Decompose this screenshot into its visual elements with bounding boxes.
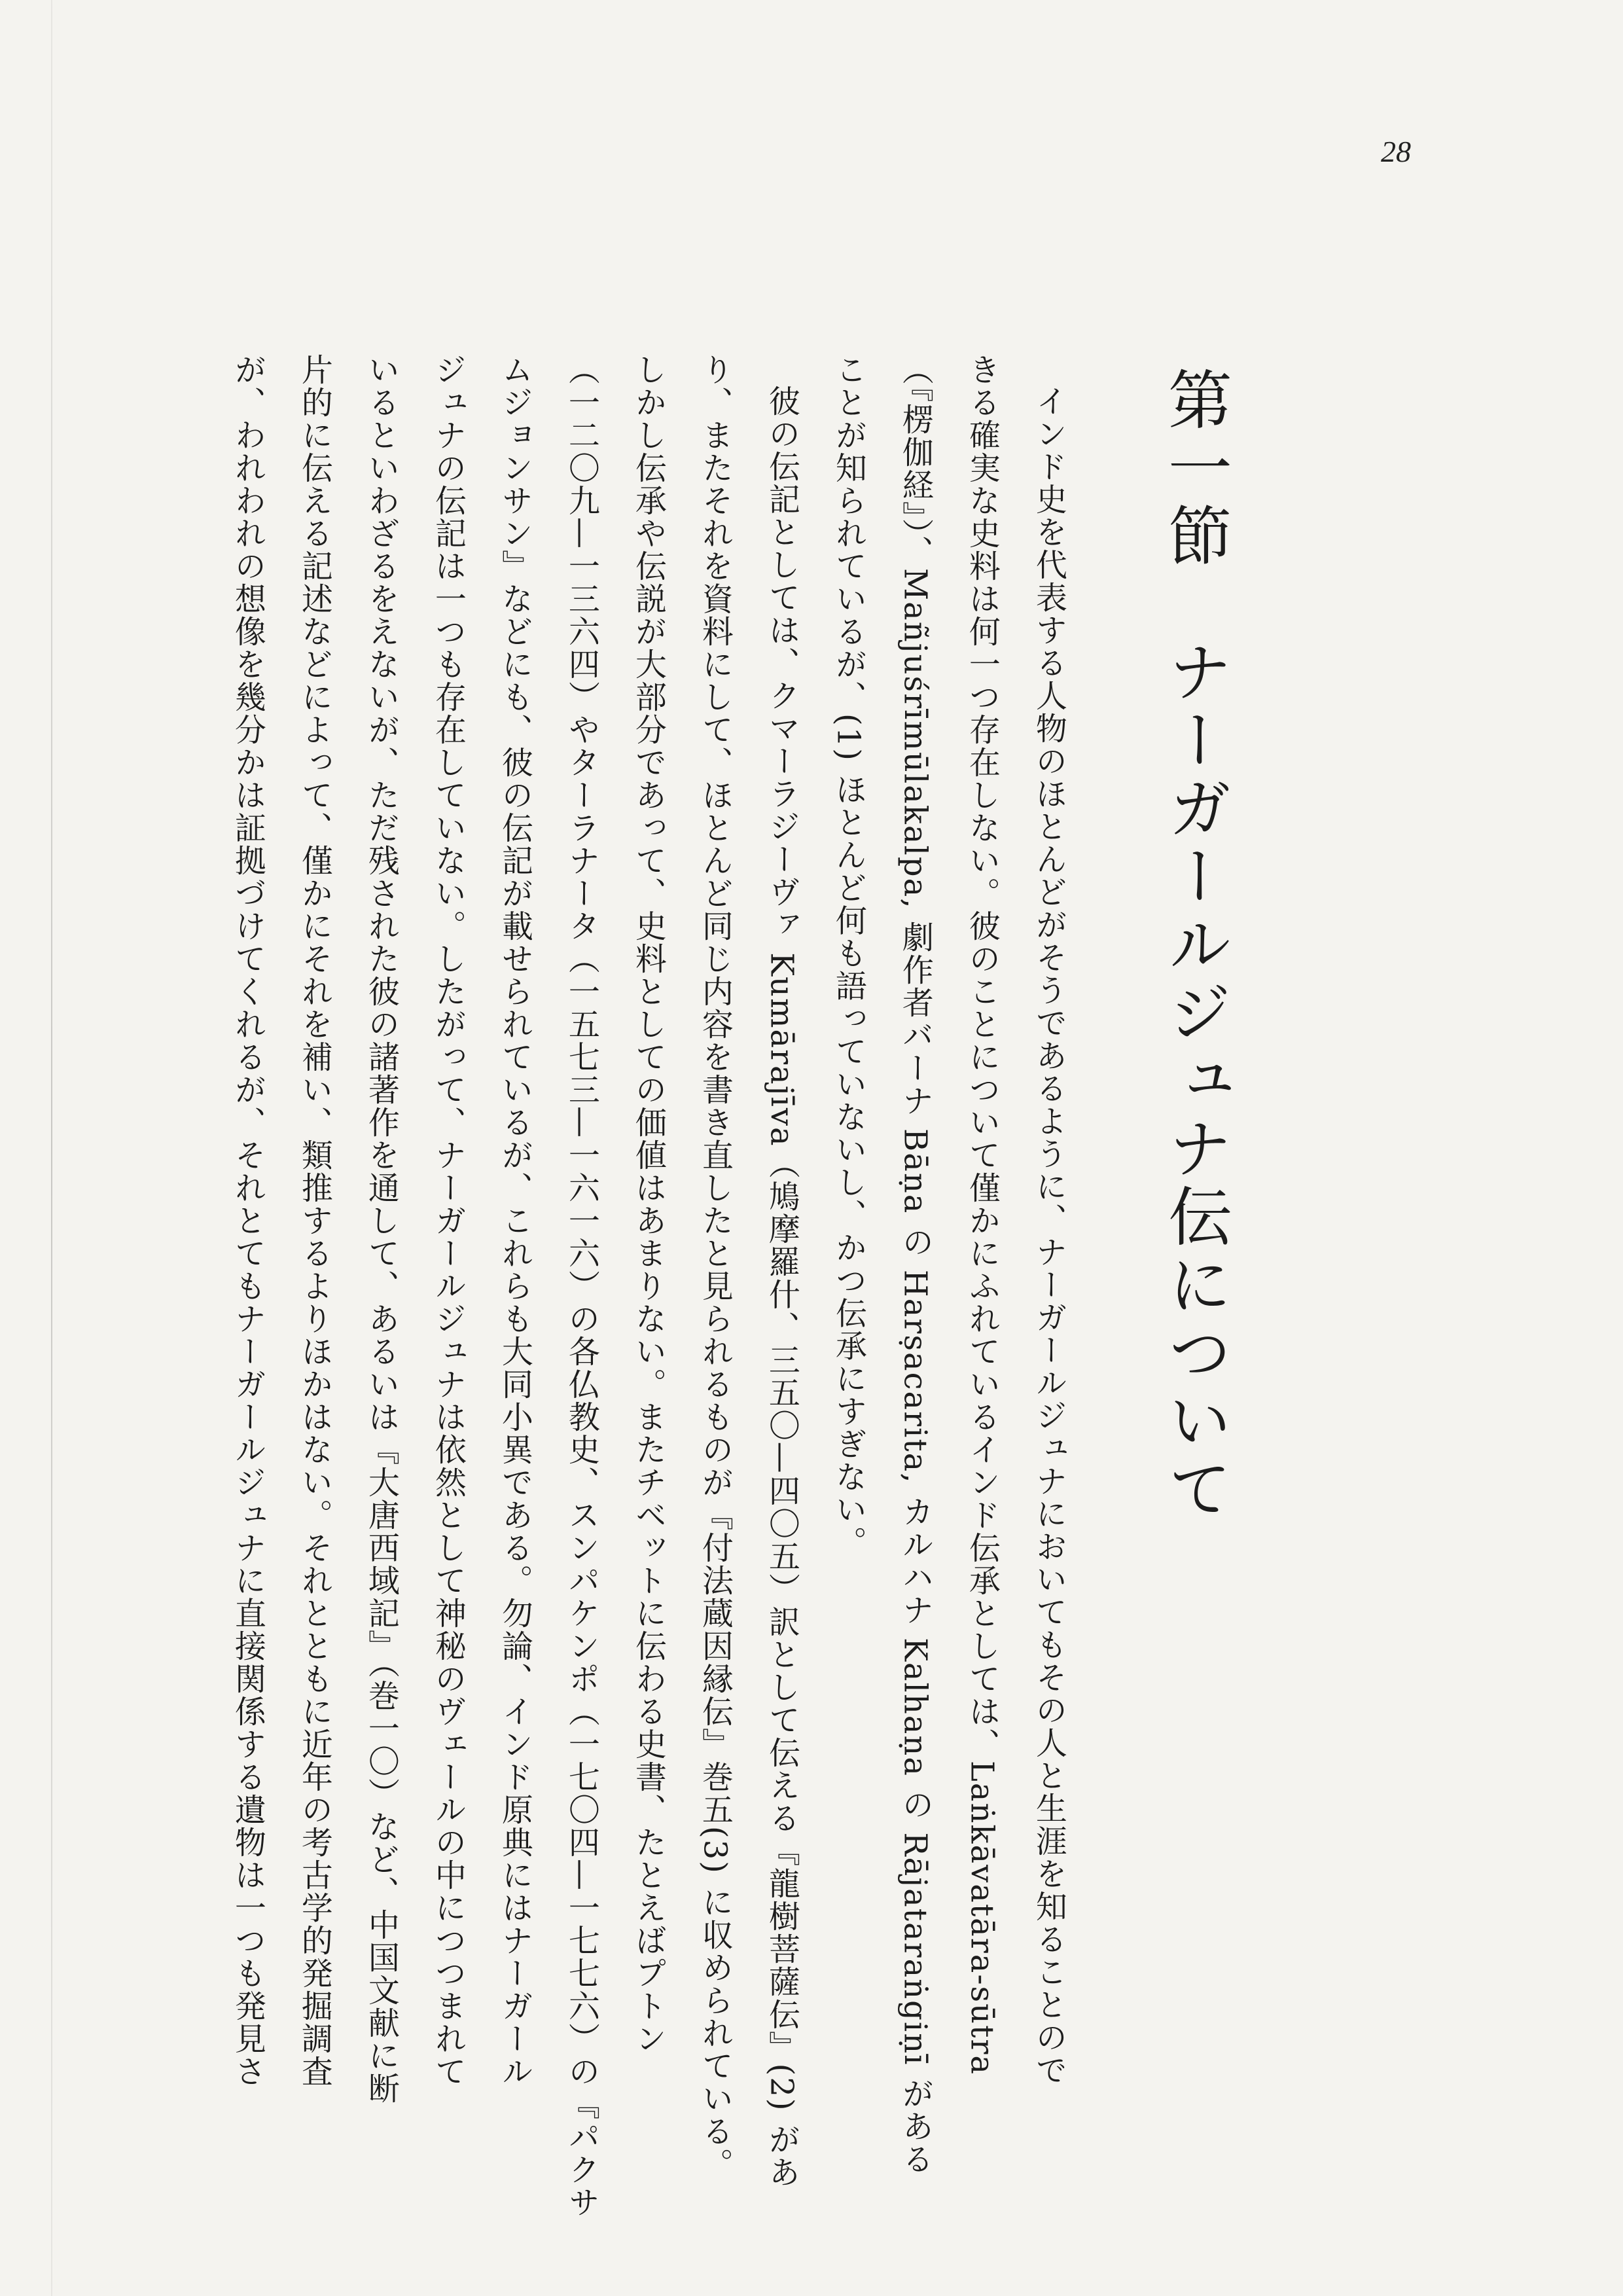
text-line: しかし伝承や伝説が大部分であって、史料としての価値はあまりない。またチベットに伝わる史書、たとえばプトン [630, 353, 667, 2055]
section-title: 第一節 ナーガールジュナ伝について [1157, 367, 1232, 1524]
page-number: 28 [1381, 135, 1411, 168]
text-line: ことが知られているが、(1) ほとんど何も語っていないし、かつ伝承にすぎない。 [830, 353, 867, 1559]
text-line: インド史を代表する人物のほとんどがそうであるように、ナーガールジュナにおいてもその人と生涯を知ることので [1030, 385, 1067, 2087]
text-line: 片的に伝える記述などによって、僅かにそれを補い、類推するよりほかはない。それとともに近年の考古学的発掘調査 [296, 353, 333, 2088]
text-line: ムジョンサン』などにも、彼の伝記が載せられているが、これらも大同小異である。勿論、インド原典にはナーガール [496, 353, 533, 2088]
text-line: ジュナの伝記は一つも存在していない。したがって、ナーガールジュナは依然として神秘のヴェールの中につつまれて [429, 353, 467, 2088]
text-line: （『楞伽経』）、Mañjuśrīmūlakalpa, 劇作者バーナ Bāṇa の Harṣacarita, カルハナ Kalhaṇa の Rājataraṅgiṇī がある [897, 353, 934, 2176]
text-line: り、またそれを資料にして、ほとんど同じ内容を書き直したと見られるものが『付法蔵因縁伝』巻五(3) に収められている。 [696, 353, 734, 2181]
text-line: いるといわざるをえないが、ただ残された彼の諸著作を通して、あるいは『大唐西域記』（巻一〇）など、中国文献に断 [363, 353, 400, 2105]
text-line: （一二〇九—一三六四）やターラナータ（一五七三—一六一六）の各仏教史、スンパケンポ（一七〇四—一七七六）の『パクサ [563, 353, 600, 2219]
text-line: きる確実な史料は何一つ存在しない。彼のことについて僅かにふれているインド伝承としては、Laṅkāvatāra-sūtra [963, 353, 1001, 2075]
text-line: 彼の伝記としては、クマーラジーヴァ Kumārajīva（鳩摩羅什、三五〇—四〇五）訳として伝える『龍樹菩薩伝』(2) があ [763, 385, 800, 2189]
scan-fold-line [51, 0, 52, 2296]
text-line: が、われわれの想像を幾分かは証拠づけてくれるが、それとてもナーガールジュナに直接関係する遺物は一つも発見さ [229, 353, 266, 2088]
body-text [229, 353, 1270, 2225]
